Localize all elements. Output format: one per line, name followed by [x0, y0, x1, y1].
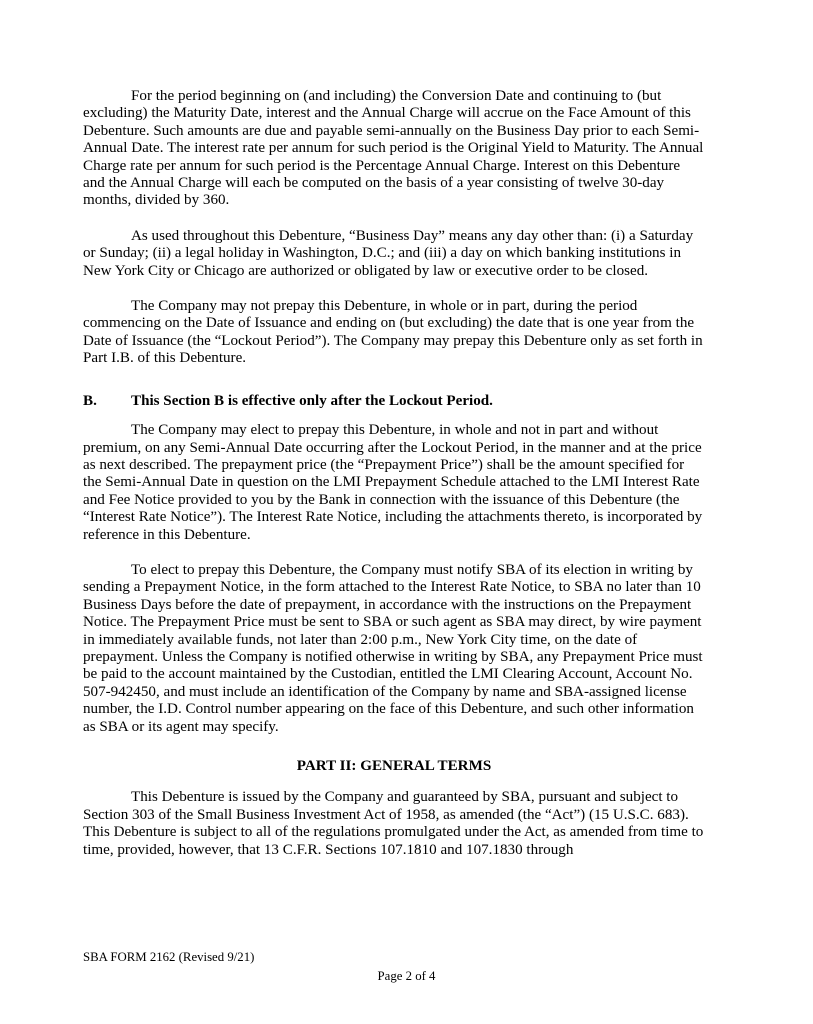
- paragraph-interest-accrual: For the period beginning on (and including) the Conversion Date and continuing to (but excluding) the Maturity Date, interest and the Annual Charge will accrue on the Face Amount of this Debenture. Such amounts are due and payable semi-annually on the Business Day prior to each Semi-Annual Date. The interest rate per annum for such period is the Original Yield to Maturity. The Annual Charge rate per annum for such period is the Percentage Annual Charge. Interest on this Debenture and the Annual Charge will each be computed on the basis of a year consisting of twelve 30-day months, divided by 360.: [83, 88, 704, 209]
- section-b-title: This Section B is effective only after the Lockout Period.: [131, 392, 493, 409]
- document-body: [83, 88, 705, 877]
- section-b-heading: [83, 393, 705, 410]
- paragraph-lockout-period: The Company may not prepay this Debenture, in whole or in part, during the period commencing on the Date of Issuance and ending on (but excluding) the date that is one year from the Date of Issuance (the “Lockout Period”). The Company may prepay this Debenture only as set forth in Part I.B. of this Debenture.: [83, 298, 703, 367]
- part-two-title: PART II: GENERAL TERMS: [296, 758, 492, 774]
- section-b-letter: B.: [83, 392, 97, 409]
- paragraph-general-terms: This Debenture is issued by the Company and guaranteed by SBA, pursuant and subject to Section 303 of the Small Business Investment Act of 1958, as amended (the “Act”) (15 U.S.C. 683). This Debenture is subject to all of the regulations promulgated under the Act, as amended from time to time, provided, however, that 13 C.F.R. Sections 107.1810 and 107.1830 through: [83, 789, 704, 858]
- paragraph-business-day-definition: As used throughout this Debenture, “Business Day” means any day other than: (i) a Saturday or Sunday; (ii) a legal holiday in Washington, D.C.; and (iii) a day on which banking institutions in New York City or Chicago are authorized or obligated by law or executive order to be closed.: [83, 227, 694, 279]
- paragraph-prepayment-election: The Company may elect to prepay this Debenture, in whole and not in part and without premium, on any Semi-Annual Date occurring after the Lockout Period, in the manner and at the price as next described. The prepayment price (the “Prepayment Price”) shall be the amount specified for the Semi-Annual Date in question on the LMI Prepayment Schedule attached to the LMI Interest Rate and Fee Notice provided to you by the Bank in connection with the issuance of this Debenture (the “Interest Rate Notice”). The Interest Rate Notice, including the attachments thereto, is incorporated by reference in this Debenture.: [83, 422, 703, 543]
- form-identifier: SBA FORM 2162 (Revised 9/21): [83, 950, 255, 964]
- paragraph-prepayment-notice: To elect to prepay this Debenture, the Company must notify SBA of its election in writing by sending a Prepayment Notice, in the form attached to the Interest Rate Notice, to SBA no later than 10 Business Days before the date of prepayment, in accordance with the instructions on the Prepayment Notice. The Prepayment Price must be sent to SBA or such agent as SBA may direct, by wire payment in immediately available funds, not later than 2:00 p.m., New York City time, on the date of prepayment. Unless the Company is notified otherwise in writing by SBA, any Prepayment Price must be paid to the account maintained by the Custodian, entitled the LMI Clearing Account, Account No. 507-942450, and must include an identification of the Company by name and SBA-assigned license number, the I.D. Control number appearing on the face of this Debenture, and such other information as SBA or its agent may specify.: [83, 561, 703, 735]
- page-number: Page 2 of 4: [377, 969, 436, 983]
